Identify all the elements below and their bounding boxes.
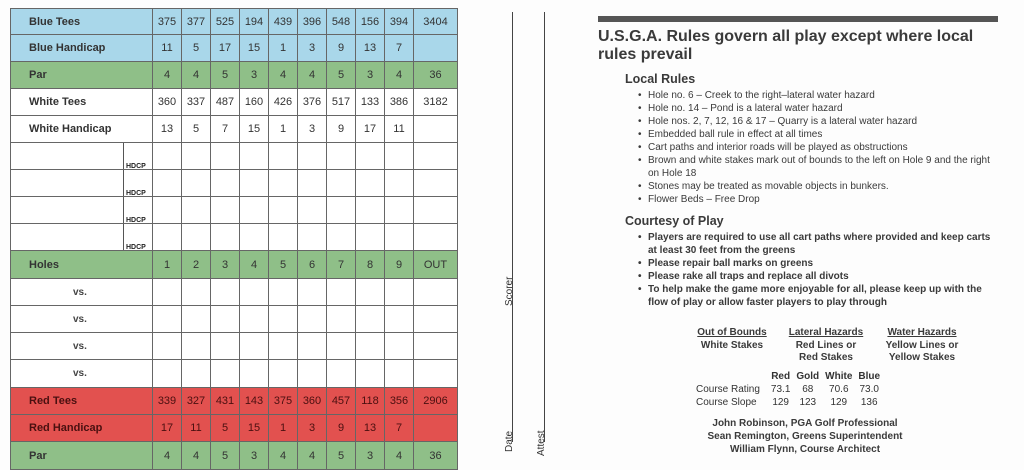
score-entry-cell bbox=[356, 143, 385, 170]
par-row-bottom bbox=[11, 442, 458, 470]
lat-text1: Red Lines or bbox=[795, 339, 857, 351]
score-entry-cell bbox=[414, 306, 458, 333]
hole-cell: 396 bbox=[298, 9, 327, 35]
hole-cell: 356 bbox=[385, 388, 414, 415]
player-name-cell bbox=[11, 170, 153, 197]
out-of-bounds-block bbox=[690, 327, 774, 352]
score-entry-cell bbox=[327, 279, 356, 306]
score-entry-cell bbox=[211, 306, 240, 333]
score-entry-cell bbox=[240, 333, 269, 360]
hole-cell: 15 bbox=[240, 415, 269, 442]
versus-entry-row bbox=[11, 306, 458, 333]
score-entry-cell bbox=[240, 306, 269, 333]
hole-cell: 5 bbox=[182, 35, 211, 62]
slope-value: 129 bbox=[830, 397, 848, 408]
score-entry-cell bbox=[356, 197, 385, 224]
lat-title: Lateral Hazards bbox=[788, 327, 864, 338]
hole-cell: 4 bbox=[182, 62, 211, 89]
local-rules-heading: Local Rules bbox=[625, 72, 696, 86]
hole-cell: 13 bbox=[356, 415, 385, 442]
hole-cell: 439 bbox=[269, 9, 298, 35]
oob-text: White Stakes bbox=[700, 339, 764, 351]
hole-cell: 457 bbox=[327, 388, 356, 415]
score-entry-cell bbox=[327, 143, 356, 170]
score-entry-cell bbox=[269, 170, 298, 197]
staff-line: William Flynn, Course Architect bbox=[729, 444, 881, 455]
hole-cell: 4 bbox=[269, 442, 298, 470]
rating-header-blue: Blue bbox=[858, 371, 881, 382]
score-entry-cell bbox=[327, 224, 356, 251]
rules-panel bbox=[598, 16, 998, 309]
slope-value: 123 bbox=[799, 397, 817, 408]
hole-cell: 426 bbox=[269, 89, 298, 116]
par-row bbox=[11, 62, 458, 89]
hole-cell: 1 bbox=[153, 251, 182, 279]
score-entry-cell bbox=[153, 143, 182, 170]
lat-text2: Red Stakes bbox=[799, 352, 853, 363]
hole-cell: 5 bbox=[211, 415, 240, 442]
header-bar bbox=[598, 16, 998, 22]
hdcp-label: HDCP bbox=[126, 190, 146, 197]
score-entry-cell bbox=[211, 333, 240, 360]
score-entry-cell bbox=[298, 360, 327, 388]
row-label: White Tees bbox=[11, 89, 153, 116]
hole-cell: 431 bbox=[211, 388, 240, 415]
hole-cell: 133 bbox=[356, 89, 385, 116]
handicap-entry-row bbox=[11, 197, 458, 224]
staff-credits bbox=[670, 417, 940, 456]
total-cell: 2906 bbox=[414, 388, 458, 415]
hdcp-box bbox=[123, 170, 151, 197]
rating-value: 68 bbox=[802, 384, 814, 395]
row-label: Par bbox=[11, 442, 153, 470]
hole-cell: 1 bbox=[269, 116, 298, 143]
vs-label: vs. bbox=[11, 306, 153, 333]
score-entry-cell bbox=[414, 224, 458, 251]
courtesy-heading: Courtesy of Play bbox=[625, 214, 724, 228]
hole-cell: 4 bbox=[385, 62, 414, 89]
hole-cell: 4 bbox=[153, 62, 182, 89]
score-entry-cell bbox=[414, 333, 458, 360]
local-rule-item: • Hole no. 14 – Pond is a lateral water hazard bbox=[638, 102, 998, 115]
score-entry-cell bbox=[153, 170, 182, 197]
score-entry-cell bbox=[240, 143, 269, 170]
score-entry-cell bbox=[414, 360, 458, 388]
row-label: Red Tees bbox=[11, 388, 153, 415]
row-label: Par bbox=[11, 62, 153, 89]
attest-label: Attest bbox=[536, 430, 547, 456]
hole-cell: 548 bbox=[327, 9, 356, 35]
hole-cell: 118 bbox=[356, 388, 385, 415]
hole-cell: 17 bbox=[153, 415, 182, 442]
rating-header-white: White bbox=[825, 371, 853, 382]
score-entry-cell bbox=[327, 197, 356, 224]
row-label: Red Handicap bbox=[11, 415, 153, 442]
hole-cell: 394 bbox=[385, 9, 414, 35]
staff-line: John Robinson, PGA Golf Professional bbox=[712, 418, 898, 429]
score-entry-cell bbox=[298, 279, 327, 306]
local-rule-item: • Flower Beds – Free Drop bbox=[638, 193, 998, 206]
hole-cell: 9 bbox=[327, 35, 356, 62]
courtesy-item: • Players are required to use all cart paths where provided and keep carts at least 30 feet from the greens bbox=[638, 231, 998, 257]
hole-cell: 160 bbox=[240, 89, 269, 116]
total-cell bbox=[414, 35, 458, 62]
hole-cell: 525 bbox=[211, 9, 240, 35]
score-entry-cell bbox=[211, 360, 240, 388]
score-entry-cell bbox=[240, 279, 269, 306]
hole-cell: 7 bbox=[327, 251, 356, 279]
local-rule-item: • Stones may be treated as movable objects in bunkers. bbox=[638, 180, 998, 193]
rating-value: 73.0 bbox=[859, 384, 879, 395]
row-label: Blue Tees bbox=[11, 9, 153, 35]
hole-cell: 3 bbox=[356, 62, 385, 89]
hole-cell: 4 bbox=[298, 62, 327, 89]
versus-entry-row bbox=[11, 360, 458, 388]
score-entry-cell bbox=[153, 306, 182, 333]
date-label: Date bbox=[504, 430, 515, 452]
local-rule-item: • Cart paths and interior roads will be played as obstructions bbox=[638, 141, 998, 154]
scorer-line bbox=[512, 12, 513, 442]
score-entry-cell bbox=[211, 170, 240, 197]
hole-cell: 9 bbox=[327, 415, 356, 442]
white-tees-row bbox=[11, 89, 458, 116]
hole-cell: 3 bbox=[298, 415, 327, 442]
rating-header-gold: Gold bbox=[796, 371, 820, 382]
score-entry-cell bbox=[327, 306, 356, 333]
score-entry-cell bbox=[385, 306, 414, 333]
blue-handicap-row bbox=[11, 35, 458, 62]
hole-cell: 11 bbox=[153, 35, 182, 62]
total-cell bbox=[414, 415, 458, 442]
score-entry-cell bbox=[182, 170, 211, 197]
hole-cell: 3 bbox=[240, 62, 269, 89]
hdcp-box bbox=[123, 143, 151, 170]
handicap-entry-row bbox=[11, 224, 458, 251]
total-cell: 36 bbox=[414, 62, 458, 89]
score-entry-cell bbox=[385, 170, 414, 197]
red-handicap-row bbox=[11, 415, 458, 442]
score-entry-cell bbox=[182, 333, 211, 360]
score-entry-cell bbox=[153, 224, 182, 251]
score-entry-cell bbox=[269, 279, 298, 306]
hdcp-box bbox=[123, 224, 151, 251]
score-entry-cell bbox=[182, 306, 211, 333]
water-hazards-block bbox=[876, 327, 968, 365]
hole-cell: 156 bbox=[356, 9, 385, 35]
score-entry-cell bbox=[240, 197, 269, 224]
hole-cell: 4 bbox=[182, 442, 211, 470]
hole-cell: 1 bbox=[269, 415, 298, 442]
hole-cell: 5 bbox=[327, 442, 356, 470]
hole-cell: 11 bbox=[385, 116, 414, 143]
score-entry-cell bbox=[211, 143, 240, 170]
hole-cell: 4 bbox=[298, 442, 327, 470]
local-rule-item: • Hole no. 6 – Creek to the right–lateral water hazard bbox=[638, 89, 998, 102]
wat-title: Water Hazards bbox=[887, 327, 957, 338]
hole-cell: 143 bbox=[240, 388, 269, 415]
slope-value: 136 bbox=[860, 397, 878, 408]
course-rating-label: Course Rating bbox=[696, 384, 760, 395]
score-entry-cell bbox=[153, 279, 182, 306]
score-entry-cell bbox=[211, 197, 240, 224]
row-label: White Handicap bbox=[11, 116, 153, 143]
rating-value: 70.6 bbox=[829, 384, 849, 395]
rating-value: 73.1 bbox=[770, 384, 791, 395]
score-entry-cell bbox=[269, 360, 298, 388]
hole-cell: 1 bbox=[269, 35, 298, 62]
hole-cell: 3 bbox=[298, 35, 327, 62]
hole-cell: 7 bbox=[385, 415, 414, 442]
score-entry-cell bbox=[182, 360, 211, 388]
handicap-entry-row bbox=[11, 143, 458, 170]
hole-cell: 4 bbox=[153, 442, 182, 470]
course-slope-label: Course Slope bbox=[696, 397, 757, 408]
hole-cell: 7 bbox=[211, 116, 240, 143]
wat-text2: Yellow Stakes bbox=[888, 352, 956, 363]
score-entry-cell bbox=[182, 197, 211, 224]
scorecard-table bbox=[10, 8, 458, 470]
hole-cell: 13 bbox=[356, 35, 385, 62]
score-entry-cell bbox=[240, 224, 269, 251]
hole-cell: 337 bbox=[182, 89, 211, 116]
score-entry-cell bbox=[385, 197, 414, 224]
score-entry-cell bbox=[356, 333, 385, 360]
hole-cell: 339 bbox=[153, 388, 182, 415]
holes-row bbox=[11, 251, 458, 279]
hole-cell: 4 bbox=[385, 442, 414, 470]
score-entry-cell bbox=[298, 306, 327, 333]
score-entry-cell bbox=[385, 224, 414, 251]
hole-cell: 15 bbox=[240, 35, 269, 62]
oob-title: Out of Bounds bbox=[697, 327, 767, 338]
hdcp-box bbox=[123, 197, 151, 224]
hdcp-label: HDCP bbox=[126, 244, 146, 251]
score-entry-cell bbox=[298, 333, 327, 360]
player-name-cell bbox=[11, 224, 153, 251]
score-entry-cell bbox=[211, 279, 240, 306]
hole-cell: 4 bbox=[269, 62, 298, 89]
score-entry-cell bbox=[269, 306, 298, 333]
hole-cell: 360 bbox=[153, 89, 182, 116]
score-entry-cell bbox=[356, 360, 385, 388]
score-entry-cell bbox=[269, 333, 298, 360]
score-entry-cell bbox=[298, 170, 327, 197]
score-entry-cell bbox=[356, 224, 385, 251]
wat-text1: Yellow Lines or bbox=[885, 339, 959, 351]
hole-cell: 17 bbox=[211, 35, 240, 62]
courtesy-item: • Please rake all traps and replace all divots bbox=[638, 270, 998, 283]
hole-cell: 6 bbox=[298, 251, 327, 279]
hole-cell: 8 bbox=[356, 251, 385, 279]
hole-cell: 377 bbox=[182, 9, 211, 35]
score-entry-cell bbox=[385, 143, 414, 170]
hole-cell: 7 bbox=[385, 35, 414, 62]
hole-cell: 9 bbox=[327, 116, 356, 143]
score-entry-cell bbox=[356, 306, 385, 333]
score-entry-cell bbox=[298, 197, 327, 224]
blue-tees-row bbox=[11, 9, 458, 35]
hole-cell: 386 bbox=[385, 89, 414, 116]
score-entry-cell bbox=[414, 143, 458, 170]
score-entry-cell bbox=[414, 197, 458, 224]
row-label: Blue Handicap bbox=[11, 35, 153, 62]
score-entry-cell bbox=[269, 197, 298, 224]
score-entry-cell bbox=[240, 170, 269, 197]
hole-cell: 13 bbox=[153, 116, 182, 143]
hole-cell: 2 bbox=[182, 251, 211, 279]
lateral-hazards-block bbox=[780, 327, 872, 365]
hole-cell: 375 bbox=[269, 388, 298, 415]
hole-cell: 5 bbox=[182, 116, 211, 143]
score-entry-cell bbox=[298, 224, 327, 251]
total-cell: 36 bbox=[414, 442, 458, 470]
versus-entry-row bbox=[11, 333, 458, 360]
course-ratings-table bbox=[693, 370, 883, 409]
score-entry-cell bbox=[414, 170, 458, 197]
score-entry-cell bbox=[153, 197, 182, 224]
hole-cell: 3 bbox=[298, 116, 327, 143]
attest-line bbox=[544, 12, 545, 442]
signature-strip bbox=[470, 0, 580, 470]
hole-cell: 3 bbox=[211, 251, 240, 279]
score-entry-cell bbox=[269, 224, 298, 251]
vs-label: vs. bbox=[11, 333, 153, 360]
hole-cell: 517 bbox=[327, 89, 356, 116]
hole-cell: 17 bbox=[356, 116, 385, 143]
score-entry-cell bbox=[182, 143, 211, 170]
score-entry-cell bbox=[327, 170, 356, 197]
hole-cell: 360 bbox=[298, 388, 327, 415]
local-rules-list bbox=[638, 89, 998, 206]
hole-cell: 5 bbox=[211, 62, 240, 89]
versus-entry-row bbox=[11, 279, 458, 306]
score-entry-cell bbox=[356, 170, 385, 197]
scorer-label: Scorer bbox=[504, 276, 515, 306]
score-entry-cell bbox=[327, 333, 356, 360]
red-tees-row bbox=[11, 388, 458, 415]
hole-cell: 194 bbox=[240, 9, 269, 35]
total-cell: OUT bbox=[414, 251, 458, 279]
score-entry-cell bbox=[240, 360, 269, 388]
score-entry-cell bbox=[153, 333, 182, 360]
hole-cell: 327 bbox=[182, 388, 211, 415]
total-cell: 3182 bbox=[414, 89, 458, 116]
score-entry-cell bbox=[211, 224, 240, 251]
score-entry-cell bbox=[385, 279, 414, 306]
local-rule-item: • Hole nos. 2, 7, 12, 16 & 17 – Quarry is a lateral water hazard bbox=[638, 115, 998, 128]
hole-cell: 376 bbox=[298, 89, 327, 116]
hole-cell: 3 bbox=[356, 442, 385, 470]
score-entry-cell bbox=[414, 279, 458, 306]
rules-title: U.S.G.A. Rules govern all play except where local rules prevail bbox=[598, 28, 974, 63]
courtesy-item: • To help make the game more enjoyable for all, please keep up with the flow of play or allow faster players to play through bbox=[638, 283, 998, 309]
handicap-entry-row bbox=[11, 170, 458, 197]
hole-cell: 487 bbox=[211, 89, 240, 116]
hole-cell: 3 bbox=[240, 442, 269, 470]
hdcp-label: HDCP bbox=[126, 217, 146, 224]
hole-cell: 9 bbox=[385, 251, 414, 279]
hole-cell: 5 bbox=[211, 442, 240, 470]
hole-cell: 5 bbox=[269, 251, 298, 279]
vs-label: vs. bbox=[11, 279, 153, 306]
score-entry-cell bbox=[327, 360, 356, 388]
hdcp-label: HDCP bbox=[126, 163, 146, 170]
rating-header-red: Red bbox=[771, 371, 791, 382]
total-cell: 3404 bbox=[414, 9, 458, 35]
score-entry-cell bbox=[269, 143, 298, 170]
player-name-cell bbox=[11, 143, 153, 170]
total-cell bbox=[414, 116, 458, 143]
vs-label: vs. bbox=[11, 360, 153, 388]
hole-cell: 4 bbox=[240, 251, 269, 279]
row-label: Holes bbox=[11, 251, 153, 279]
score-entry-cell bbox=[153, 360, 182, 388]
hole-cell: 5 bbox=[327, 62, 356, 89]
hole-cell: 15 bbox=[240, 116, 269, 143]
local-rule-item: • Embedded ball rule in effect at all times bbox=[638, 128, 998, 141]
white-handicap-row bbox=[11, 116, 458, 143]
hole-cell: 11 bbox=[182, 415, 211, 442]
local-rule-item: • Brown and white stakes mark out of bounds to the left on Hole 9 and the right on Hole 18 bbox=[638, 154, 998, 180]
hole-cell: 375 bbox=[153, 9, 182, 35]
courtesy-list bbox=[638, 231, 998, 309]
score-entry-cell bbox=[385, 333, 414, 360]
score-entry-cell bbox=[356, 279, 385, 306]
score-entry-cell bbox=[298, 143, 327, 170]
player-name-cell bbox=[11, 197, 153, 224]
score-entry-cell bbox=[182, 279, 211, 306]
score-entry-cell bbox=[182, 224, 211, 251]
score-entry-cell bbox=[385, 360, 414, 388]
staff-line: Sean Remington, Greens Superintendent bbox=[707, 431, 903, 442]
courtesy-item: • Please repair ball marks on greens bbox=[638, 257, 998, 270]
slope-value: 129 bbox=[772, 397, 789, 408]
